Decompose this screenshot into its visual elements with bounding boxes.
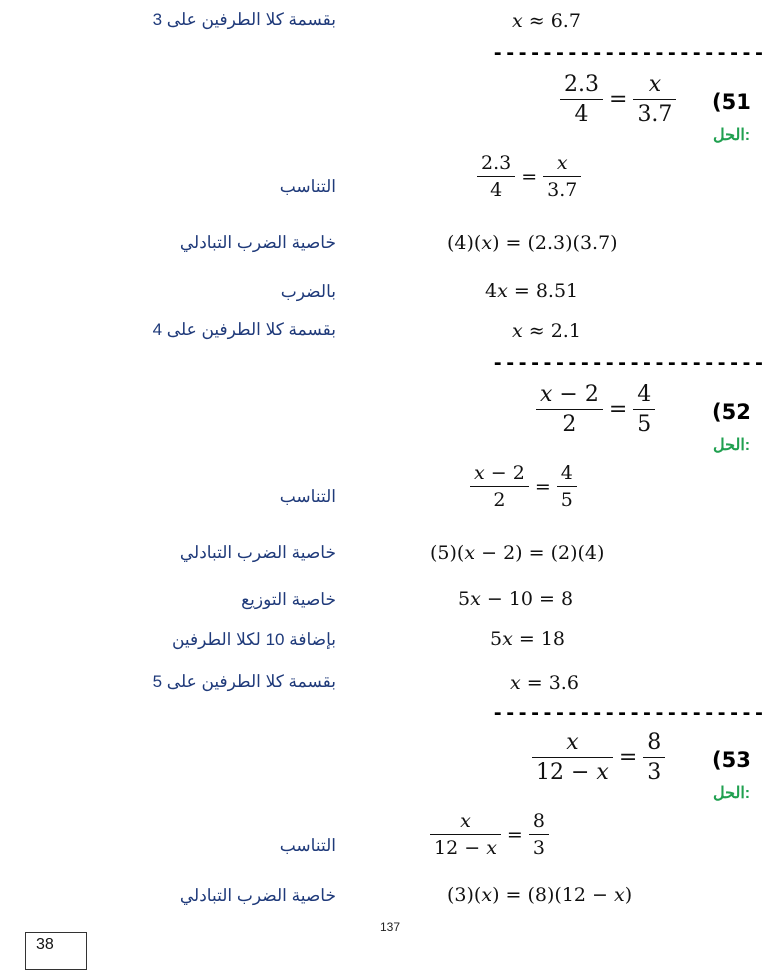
step-label: بالضرب [280,282,336,301]
separator: ---------------------- [492,702,766,724]
step-label: خاصية الضرب التبادلي [179,233,336,252]
solution-label: الحل: [713,785,751,802]
step-label: خاصية الضرب التبادلي [179,886,336,905]
equation: x = 3.6 [510,672,579,694]
equation: x ≈ 6.7 [512,10,581,32]
solution-label: الحل: [713,127,751,144]
step-label: التناسب [279,487,336,506]
step-label: بقسمة كلا الطرفين على 4 [152,320,336,339]
page-number: 137 [380,920,401,934]
equation: (5)(x − 2) = (2)(4) [430,542,605,564]
step-label: بقسمة كلا الطرفين على 3 [152,10,336,29]
equation: $\frac{x}{12 - x}$ = $\frac{8}{3}$ [430,810,549,859]
problem-53-equation: $\frac{x}{12 - x}$ = $\frac{8}{3}$ [532,730,665,785]
problem-53-number: (53 [712,748,751,772]
equation: 4x = 8.51 [485,280,579,302]
step-label: بإضافة 10 لكلا الطرفين [171,630,336,649]
equation: $\frac{2.3}{4}$ = $\frac{x}{3.7}$ [477,152,581,201]
problem-52-number: (52 [712,400,751,424]
equation: $\frac{x - 2}{2}$ = $\frac{4}{5}$ [470,462,577,511]
separator: ---------------------- [492,42,766,64]
step-label: التناسب [279,177,336,196]
problem-51-number: (51 [712,90,751,114]
equation: 5x − 10 = 8 [458,588,574,610]
equation: (4)(x) = (2.3)(3.7) [447,232,618,254]
equation: x ≈ 2.1 [512,320,581,342]
equation: (3)(x) = (8)(12 − x) [447,884,633,906]
separator: ---------------------- [492,352,766,374]
problem-51-equation: $\frac{2.3}{4}$ = $\frac{x}{3.7}$ [560,72,676,127]
step-label: بقسمة كلا الطرفين على 5 [152,672,336,691]
step-label: التناسب [279,836,336,855]
equation: 5x = 18 [490,628,565,650]
solution-label: الحل: [713,437,751,454]
step-label: خاصية الضرب التبادلي [179,543,336,562]
step-label: خاصية التوزيع [241,590,336,609]
problem-52-equation: $\frac{x - 2}{2}$ = $\frac{4}{5}$ [536,382,655,437]
page-box-number: 38 [25,932,87,970]
